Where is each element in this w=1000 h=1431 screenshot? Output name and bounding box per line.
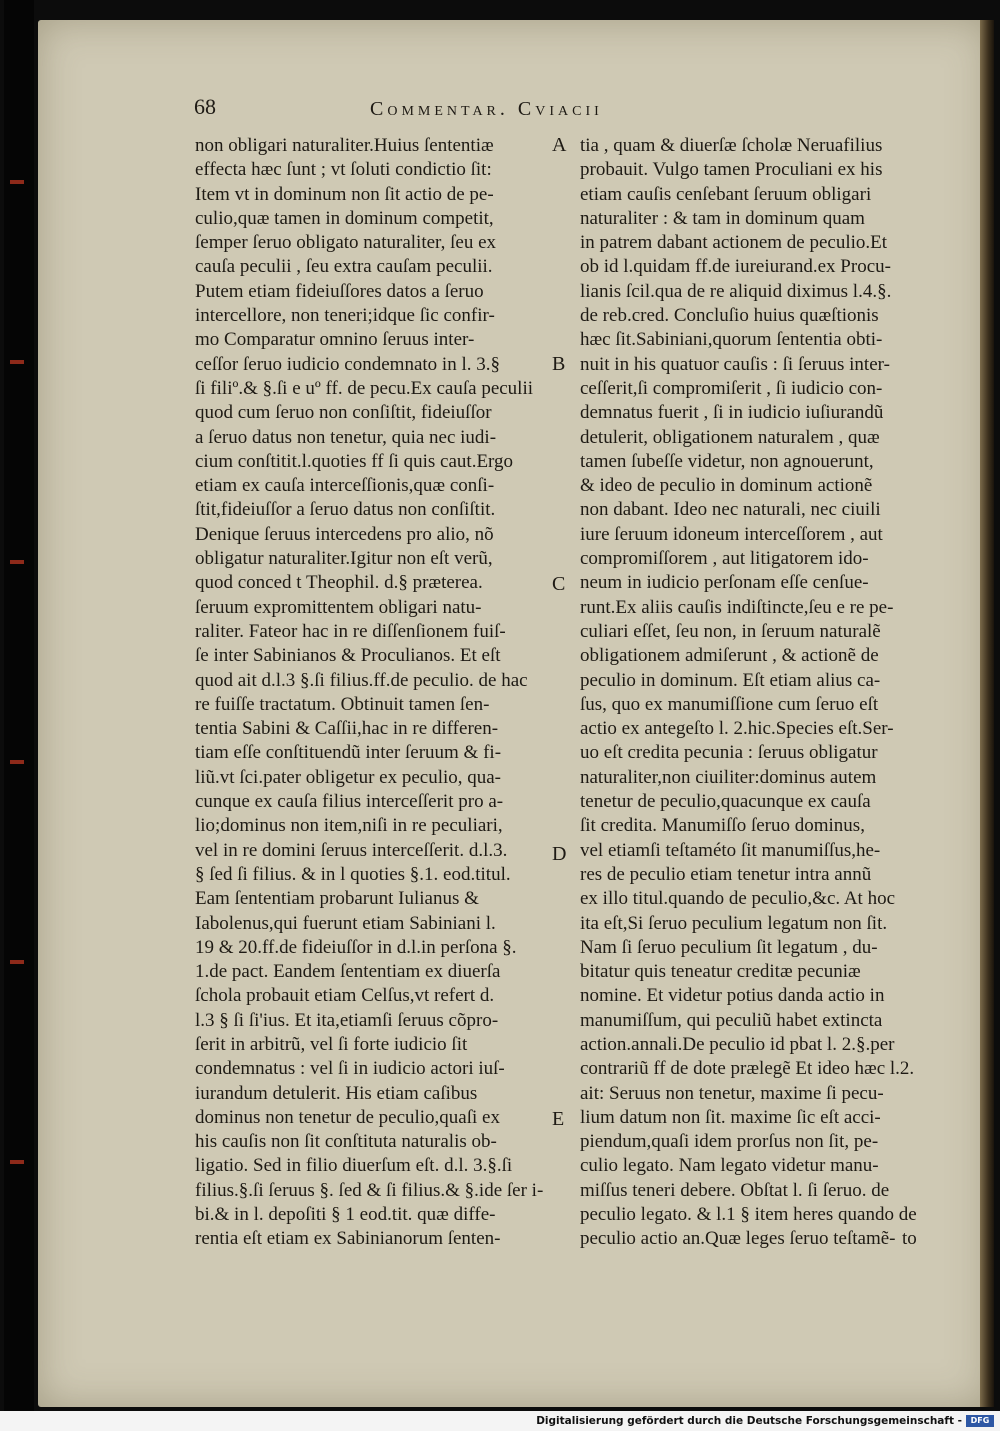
left-column-line: ſtit,fideiuſſor a ſeruo datus non conſiſtit. <box>195 499 496 521</box>
spine-strip <box>4 0 34 1431</box>
margin-letter-d: D <box>552 843 567 865</box>
left-column-line: Item vt in dominum non ſit actio de pe- <box>195 183 494 205</box>
left-column-line: ſemper ſeruo obligato naturaliter, ſeu ex <box>195 232 497 254</box>
right-column-line: & ideo de peculio in dominum actionẽ <box>580 475 873 497</box>
right-column-line: iure ſeruum idoneum interceſſorem , aut <box>580 523 883 545</box>
right-column-line: naturaliter,non ciuiliter:dominus autem <box>580 766 877 788</box>
right-column-line: naturaliter : & tam in dominum quam <box>580 207 865 229</box>
left-column-line: re fuiſſe tractatum. Obtinuit tamen ſen- <box>195 693 490 715</box>
left-column-line: quod conced t Theophil. d.§ præterea. <box>195 572 483 594</box>
right-column-line: non dabant. Ideo nec naturali, nec ciuili <box>580 499 881 521</box>
right-column-line: compromiſſorem , aut litigatorem ido- <box>580 548 869 570</box>
left-column-line: Eam ſententiam probarunt Iulianus & <box>195 888 479 910</box>
left-column-line: iurandum detulerit. His etiam caſibus <box>195 1082 478 1104</box>
right-column-line: culiari eſſet, ſeu non, in ſeruum naturalẽ <box>580 620 881 642</box>
left-column-line: tiam eſſe conſtituendũ inter ſeruum & fi- <box>195 742 502 764</box>
left-column-line: § ſed ſi filius. & in l quoties §.1. eod.titul. <box>195 863 511 885</box>
right-column-line: culio legato. Nam legato videtur manu- <box>580 1155 879 1177</box>
left-column-line: 19 & 20.ff.de fideiuſſor in d.l.in perſona §. <box>195 936 517 958</box>
right-column-line: ita eſt,Si ſeruo peculium legatum non ſit. <box>580 912 888 934</box>
left-column-line: cunque ex cauſa filius interceſſerit pro a- <box>195 791 504 813</box>
right-column-line: peculio legato. & l.1 § item heres quando de <box>580 1204 917 1226</box>
left-column-line: tentia Sabini & Caſſii,hac in re differen- <box>195 718 499 740</box>
left-column-line: mo Comparatur omnino ſeruus inter- <box>195 329 475 351</box>
right-column-line: ſit credita. Manumiſſo ſeruo dominus, <box>580 815 865 837</box>
right-column-line: peculio actio an.Quæ leges ſeruo teſtamẽ- <box>580 1228 896 1250</box>
right-column-line: uo eſt credita pecunia : ſeruus obligatur <box>580 742 878 764</box>
left-column-line: ligatio. Sed in filio diuerſum eſt. d.l. 3.§.ſi <box>195 1155 513 1177</box>
left-column-line: dominus non tenetur de peculio,quaſi ex <box>195 1106 500 1128</box>
right-column-line: peculio in dominum. Eſt etiam alius ca- <box>580 669 881 691</box>
right-column-line: piendum,quaſi idem prorſus non ſit, pe- <box>580 1131 879 1153</box>
margin-letter-c: C <box>552 573 566 595</box>
right-column-line: demnatus fuerit , ſi in iudicio iuſiurandũ <box>580 402 884 424</box>
left-text-column <box>195 134 545 1252</box>
dfg-logo-icon: DFG <box>966 1415 994 1427</box>
left-column-line: quod cum ſeruo non conſiſtit, fideiuſſor <box>195 402 492 424</box>
right-column-line: tia , quam & diuerſæ ſcholæ Neruafilius <box>580 135 883 156</box>
footer-bar <box>0 1411 1000 1431</box>
page-number: 68 <box>194 94 216 119</box>
right-column-line: hæc ſit.Sabiniani,quorum ſententia obti- <box>580 329 883 351</box>
right-column-line: etiam cauſis cenſebant ſeruum obligari <box>580 183 872 205</box>
right-column-line: probauit. Vulgo tamen Proculiani ex his <box>580 159 883 181</box>
margin-letter-b: B <box>552 353 566 375</box>
right-column-line: neum in iudicio perſonam eſſe cenſue- <box>580 572 869 594</box>
right-column-line: ſus, quo ex manumiſſione cum ſeruo eſt <box>580 693 879 715</box>
left-column-line: ceſſor ſeruo iudicio condemnato in l. 3.§ <box>195 353 500 375</box>
right-column-line: obligationem admiſerunt , & actionẽ de <box>580 645 879 667</box>
left-column-line: Iabolenus,qui fuerunt etiam Sabiniani l. <box>195 912 496 934</box>
right-column-line: contrariũ ff de dote prælegẽ Et ideo hæc l.2. <box>580 1058 915 1080</box>
left-column-line: vel in re domini ſeruus interceſſerit. d.l.3. <box>195 839 508 861</box>
right-column-line: res de peculio etiam tenetur intra annũ <box>580 863 872 885</box>
right-column-line: tamen ſubeſſe videtur, non agnouerunt, <box>580 450 874 472</box>
left-column-line: condemnatus : vel ſi in iudicio actori iuſ- <box>195 1058 505 1080</box>
left-column-line: liũ.vt ſci.pater obligetur ex peculio, qua- <box>195 766 502 788</box>
right-column-line: detulerit, obligationem naturalem , quæ <box>580 426 880 448</box>
right-column-line: manumiſſum, qui peculiũ habet extincta <box>580 1009 883 1031</box>
left-column-line: raliter. Fateor hac in re diſſenſionem fuiſ- <box>195 620 506 642</box>
right-column-line: ob id l.quidam ff.de iureiurand.ex Procu- <box>580 256 891 278</box>
right-column-line: Nam ſi ſeruo peculium ſit legatum , du- <box>580 936 878 958</box>
right-column-line: nuit in his quatuor cauſis : ſi ſeruus inter- <box>580 353 890 375</box>
right-column-line: bitatur quis teneatur creditæ pecuniæ <box>580 961 861 983</box>
right-column-line: lium datum non ſit. maxime ſic eſt acci- <box>580 1106 881 1128</box>
right-column-line: de reb.cred. Concluſio huius quæſtionis <box>580 305 879 327</box>
right-column-line: lianis ſcil.qua de re aliquid diximus l.4.§. <box>580 280 892 302</box>
right-column-line: action.annali.De peculio id pbat l. 2.§.per <box>580 1033 895 1055</box>
right-text-column <box>580 134 930 1252</box>
margin-letter-a: A <box>552 134 567 156</box>
right-column-line: actio ex antegeſto l. 2.hic.Species eſt.Ser- <box>580 718 894 740</box>
right-column-line: ait: Seruus non tenetur, maxime ſi pecu- <box>580 1082 884 1104</box>
left-column-line: filius.§.ſi ſeruus §. ſed & ſi filius.& §.ide ſer i- <box>195 1179 544 1201</box>
left-column-line: Putem etiam fideiuſſores datos a ſeruo <box>195 280 484 302</box>
left-column-line: rentia eſt etiam ex Sabinianorum ſenten- <box>195 1228 501 1250</box>
left-column-line: ſeruum expromittentem obligari natu- <box>195 596 482 618</box>
footer-credit: Digitalisierung gefördert durch die Deutsche Forschungsgemeinschaft - <box>536 1415 962 1427</box>
left-column-line: cauſa peculii , ſeu extra cauſam peculii. <box>195 256 493 278</box>
left-column-line: obligatur naturaliter.Igitur non eſt verũ, <box>195 548 493 570</box>
left-column-line: lio;dominus non item,niſi in re peculiari, <box>195 815 503 837</box>
left-column-line: a ſeruo datus non tenetur, quia nec iudi- <box>195 426 497 448</box>
right-column-line: ceſſerit,ſi compromiſerit , ſi iudicio con- <box>580 377 883 399</box>
running-head: Commentar. Cviacii <box>370 98 603 120</box>
right-column-line: nomine. Et videtur potius danda actio in <box>580 985 885 1007</box>
left-column-line: intercellore, non teneri;idque ſic confir- <box>195 305 495 327</box>
left-column-line: his cauſis non ſit conſtituta naturalis ob- <box>195 1131 497 1153</box>
right-column-line: ex illo titul.quando de peculio,&c. At hoc <box>580 888 896 910</box>
right-column-line: vel etiamſi teſtaméto ſit manumiſſus,he- <box>580 839 881 861</box>
left-column-line: etiam ex cauſa interceſſionis,quæ conſi- <box>195 475 495 497</box>
left-column-line: ſe inter Sabinianos & Proculianos. Et eſt <box>195 645 501 667</box>
left-column-line: bi.& in l. depoſiti § 1 eod.tit. quæ diffe- <box>195 1204 496 1226</box>
left-column-line: 1.de pact. Eandem ſententiam ex diuerſa <box>195 961 501 983</box>
left-column-line: cium conſtitit.l.quoties ff ſi quis caut.Ergo <box>195 450 514 472</box>
left-column-line: ſchola probauit etiam Celſus,vt refert d. <box>195 985 495 1007</box>
left-column-line: non obligari naturaliter.Huius ſententiæ <box>195 135 494 156</box>
left-column-line: culio,quæ tamen in dominum competit, <box>195 207 494 229</box>
right-column-line: in patrem dabant actionem de peculio.Et <box>580 232 888 254</box>
right-column-line: runt.Ex aliis cauſis indiſtincte,ſeu e re pe- <box>580 596 894 618</box>
left-column-line: ſerit in arbitrũ, vel ſi forte iudicio ſit <box>195 1033 468 1055</box>
catchword: to <box>902 1228 917 1249</box>
margin-letter-e: E <box>552 1108 565 1130</box>
left-column-line: ſi filiº.& §.ſi e uº ff. de pecu.Ex cauſa peculii <box>195 377 534 399</box>
right-column-line: tenetur de peculio,quacunque ex cauſa <box>580 791 871 813</box>
left-column-line: quod ait d.l.3 §.ſi filius.ff.de peculio. de hac <box>195 669 528 691</box>
page-edge <box>980 20 994 1407</box>
left-column-line: Denique ſeruus intercedens pro alio, nõ <box>195 523 494 545</box>
left-column-line: effecta hæc ſunt ; vt ſoluti condictio ſit: <box>195 159 492 181</box>
page-header <box>190 88 950 128</box>
left-column-line: l.3 § ſi ſi'ius. Et ita,etiamſi ſeruus cõpro- <box>195 1009 499 1031</box>
right-column-line: miſſus teneri debere. Obſtat l. ſi ſeruo. de <box>580 1179 890 1201</box>
